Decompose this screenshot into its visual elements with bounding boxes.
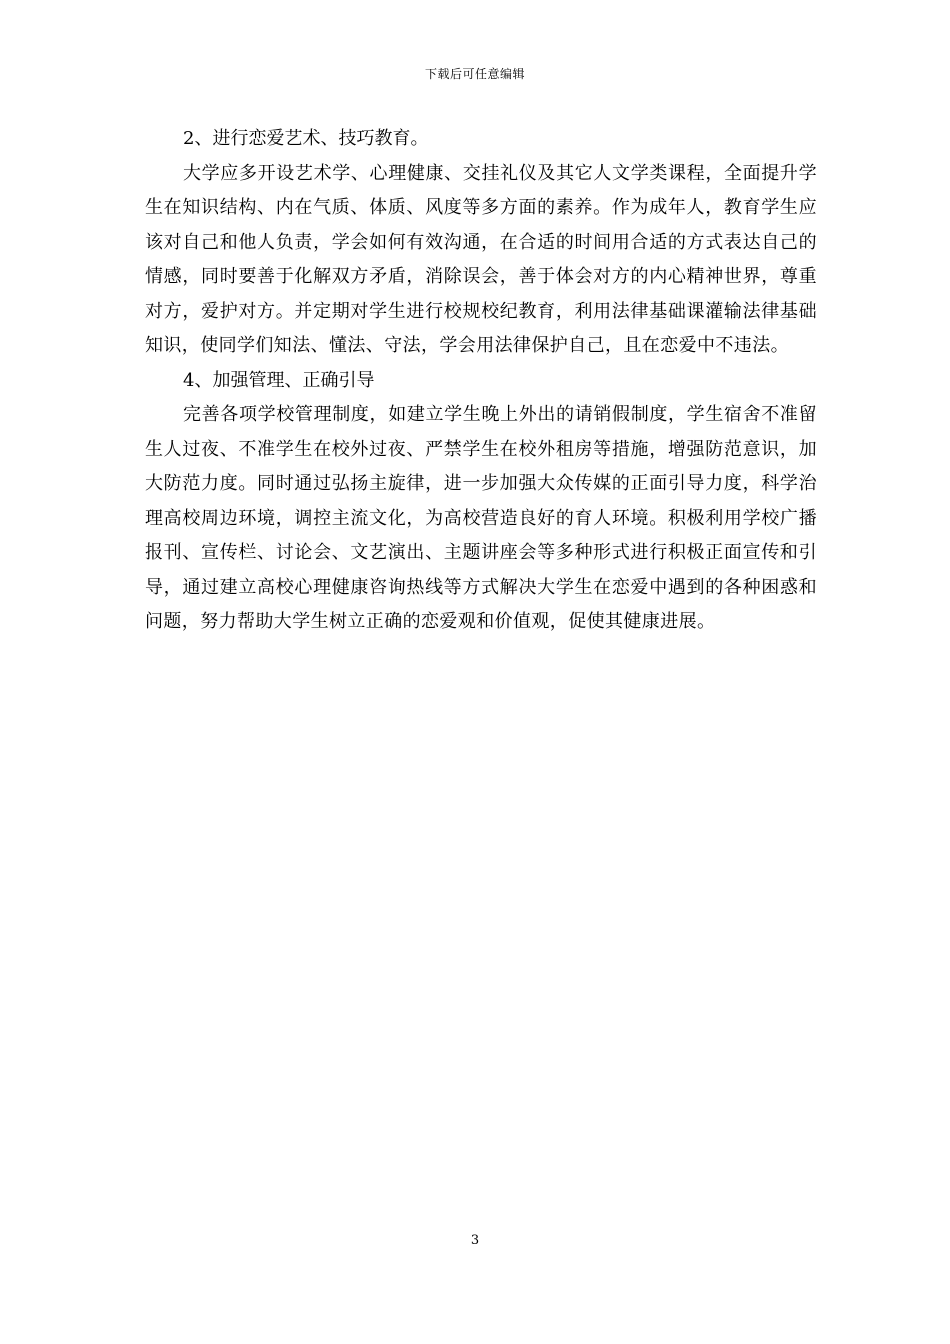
section-heading-2: 2、进行恋爱艺术、技巧教育。: [183, 128, 429, 149]
page-number: 3: [470, 1233, 480, 1248]
section-paragraph-4: 完善各项学校管理制度，如建立学生晚上外出的请销假制度，学生宿舍不准留生人过夜、不准学生在校外过夜、严禁学生在校外租房等措施，增强防范意识，加大防范力度。同时通过弘扬主旋律，进一步加强大众传媒的正面引导力度，科学治理高校周边环境，调控主流文化，为高校营造良好的育人环境。积极利用学校广播报刊、宣传栏、讨论会、文艺演出、主题讲座会等多种形式进行积极正面宣传和引导，通过建立高校心理健康咨询热线等方式解决大学生在恋爱中遇到的各种困惑和问题，努力帮助大学生树立正确的恋爱观和价值观，促使其健康进展。: [145, 404, 817, 632]
page-header: 下载后可任意编辑: [424, 67, 525, 81]
section-paragraph-2: 大学应多开设艺术学、心理健康、交挂礼仪及其它人文学类课程，全面提升学生在知识结构、内在气质、体质、风度等多方面的素养。作为成年人，教育学生应该对自己和他人负责，学会如何有效沟通，在合适的时间用合适的方式表达自己的情感，同时要善于化解双方矛盾，消除误会，善于体会对方的内心精神世界，尊重对方，爱护对方。并定期对学生进行校规校纪教育，利用法律基础课灌输法律基础知识，使同学们知法、懂法、守法，学会用法律保护自己，且在恋爱中不违法。: [145, 162, 817, 356]
document-body: [145, 122, 817, 640]
section-heading-4: 4、加强管理、正确引导: [183, 369, 375, 391]
